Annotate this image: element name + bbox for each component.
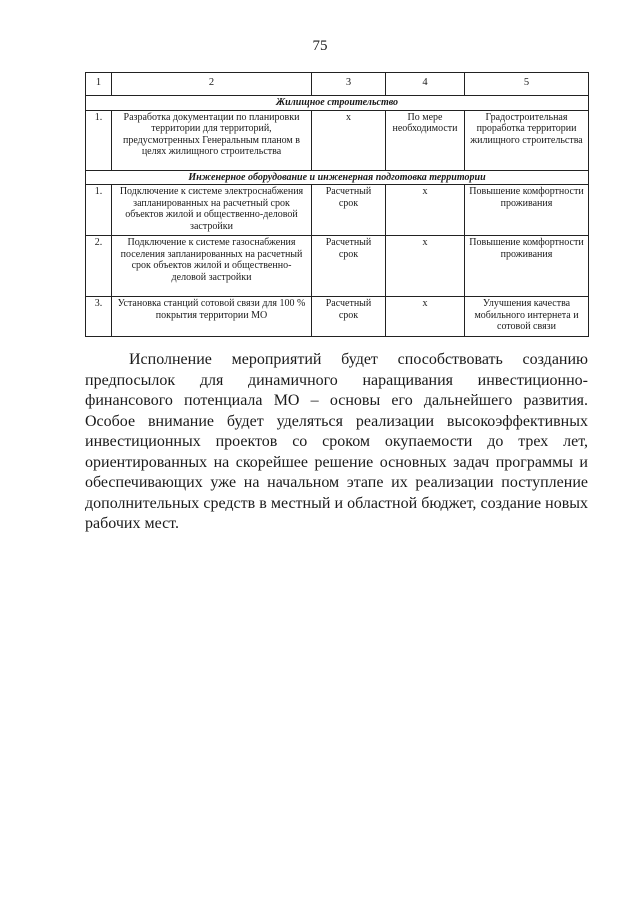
row-activity: Подключение к системе газоснабжения поселения запланированных на расчетный срок объектов жилой и общественно-деловой застройки: [112, 236, 312, 297]
page-number: 75: [312, 38, 328, 54]
row-frequency: х: [386, 185, 465, 236]
table-header-row: [86, 73, 589, 96]
row-deadline: Расчетный срок: [312, 236, 386, 297]
row-number: 1.: [86, 110, 112, 170]
row-activity: Установка станций сотовой связи для 100 % покрытия территории МО: [112, 297, 312, 337]
section-row-housing: [86, 96, 589, 111]
row-deadline: х: [312, 110, 386, 170]
table-row: [86, 236, 589, 297]
column-frequency-header: 4: [386, 73, 465, 96]
row-frequency: х: [386, 297, 465, 337]
table-row: [86, 185, 589, 236]
row-number: 1.: [86, 185, 112, 236]
column-activity-header: 2: [112, 73, 312, 96]
column-deadline-header: 3: [312, 73, 386, 96]
row-result: Повышение комфортности проживания: [465, 236, 589, 297]
row-number: 3.: [86, 297, 112, 337]
body-paragraph: Исполнение мероприятий будет способствовать созданию предпосылок для динамичного наращивания инвестиционно-финансового потенциала МО – основы его дальнейшего развития. Особое внимание будет уделяться реализации высокоэффективных инвестиционных проектов со сроком окупаемости до трех лет, ориентированных на скорейшее решение основных задач программы и обеспечивающих уже на начальном этапе их реализации поступление дополнительных средств в местный и областной бюджет, создание новых рабочих мест.: [85, 351, 588, 532]
section-row-engineering: [86, 170, 589, 185]
measures-table: [85, 72, 589, 337]
row-activity: Разработка документации по планировки территории для территорий, предусмотренных Генеральным планом в целях жилищного строительства: [112, 110, 312, 170]
table-row: [86, 297, 589, 337]
row-frequency: х: [386, 236, 465, 297]
row-frequency: По мере необходимости: [386, 110, 465, 170]
row-deadline: Расчетный срок: [312, 297, 386, 337]
column-result-header: 5: [465, 73, 589, 96]
row-deadline: Расчетный срок: [312, 185, 386, 236]
row-result: Повышение комфортности проживания: [465, 185, 589, 236]
section-title: Инженерное оборудование и инженерная подготовка территории: [86, 170, 589, 185]
row-result: Улучшения качества мобильного интернета и сотовой связи: [465, 297, 589, 337]
table-row: [86, 110, 589, 170]
row-number: 2.: [86, 236, 112, 297]
column-number-header: 1: [86, 73, 112, 96]
section-title: Жилищное строительство: [86, 96, 589, 111]
row-result: Градостроительная проработка территории жилищного строительства: [465, 110, 589, 170]
row-activity: Подключение к системе электроснабжения запланированных на расчетный срок объектов жилой и общественно-деловой застройки: [112, 185, 312, 236]
